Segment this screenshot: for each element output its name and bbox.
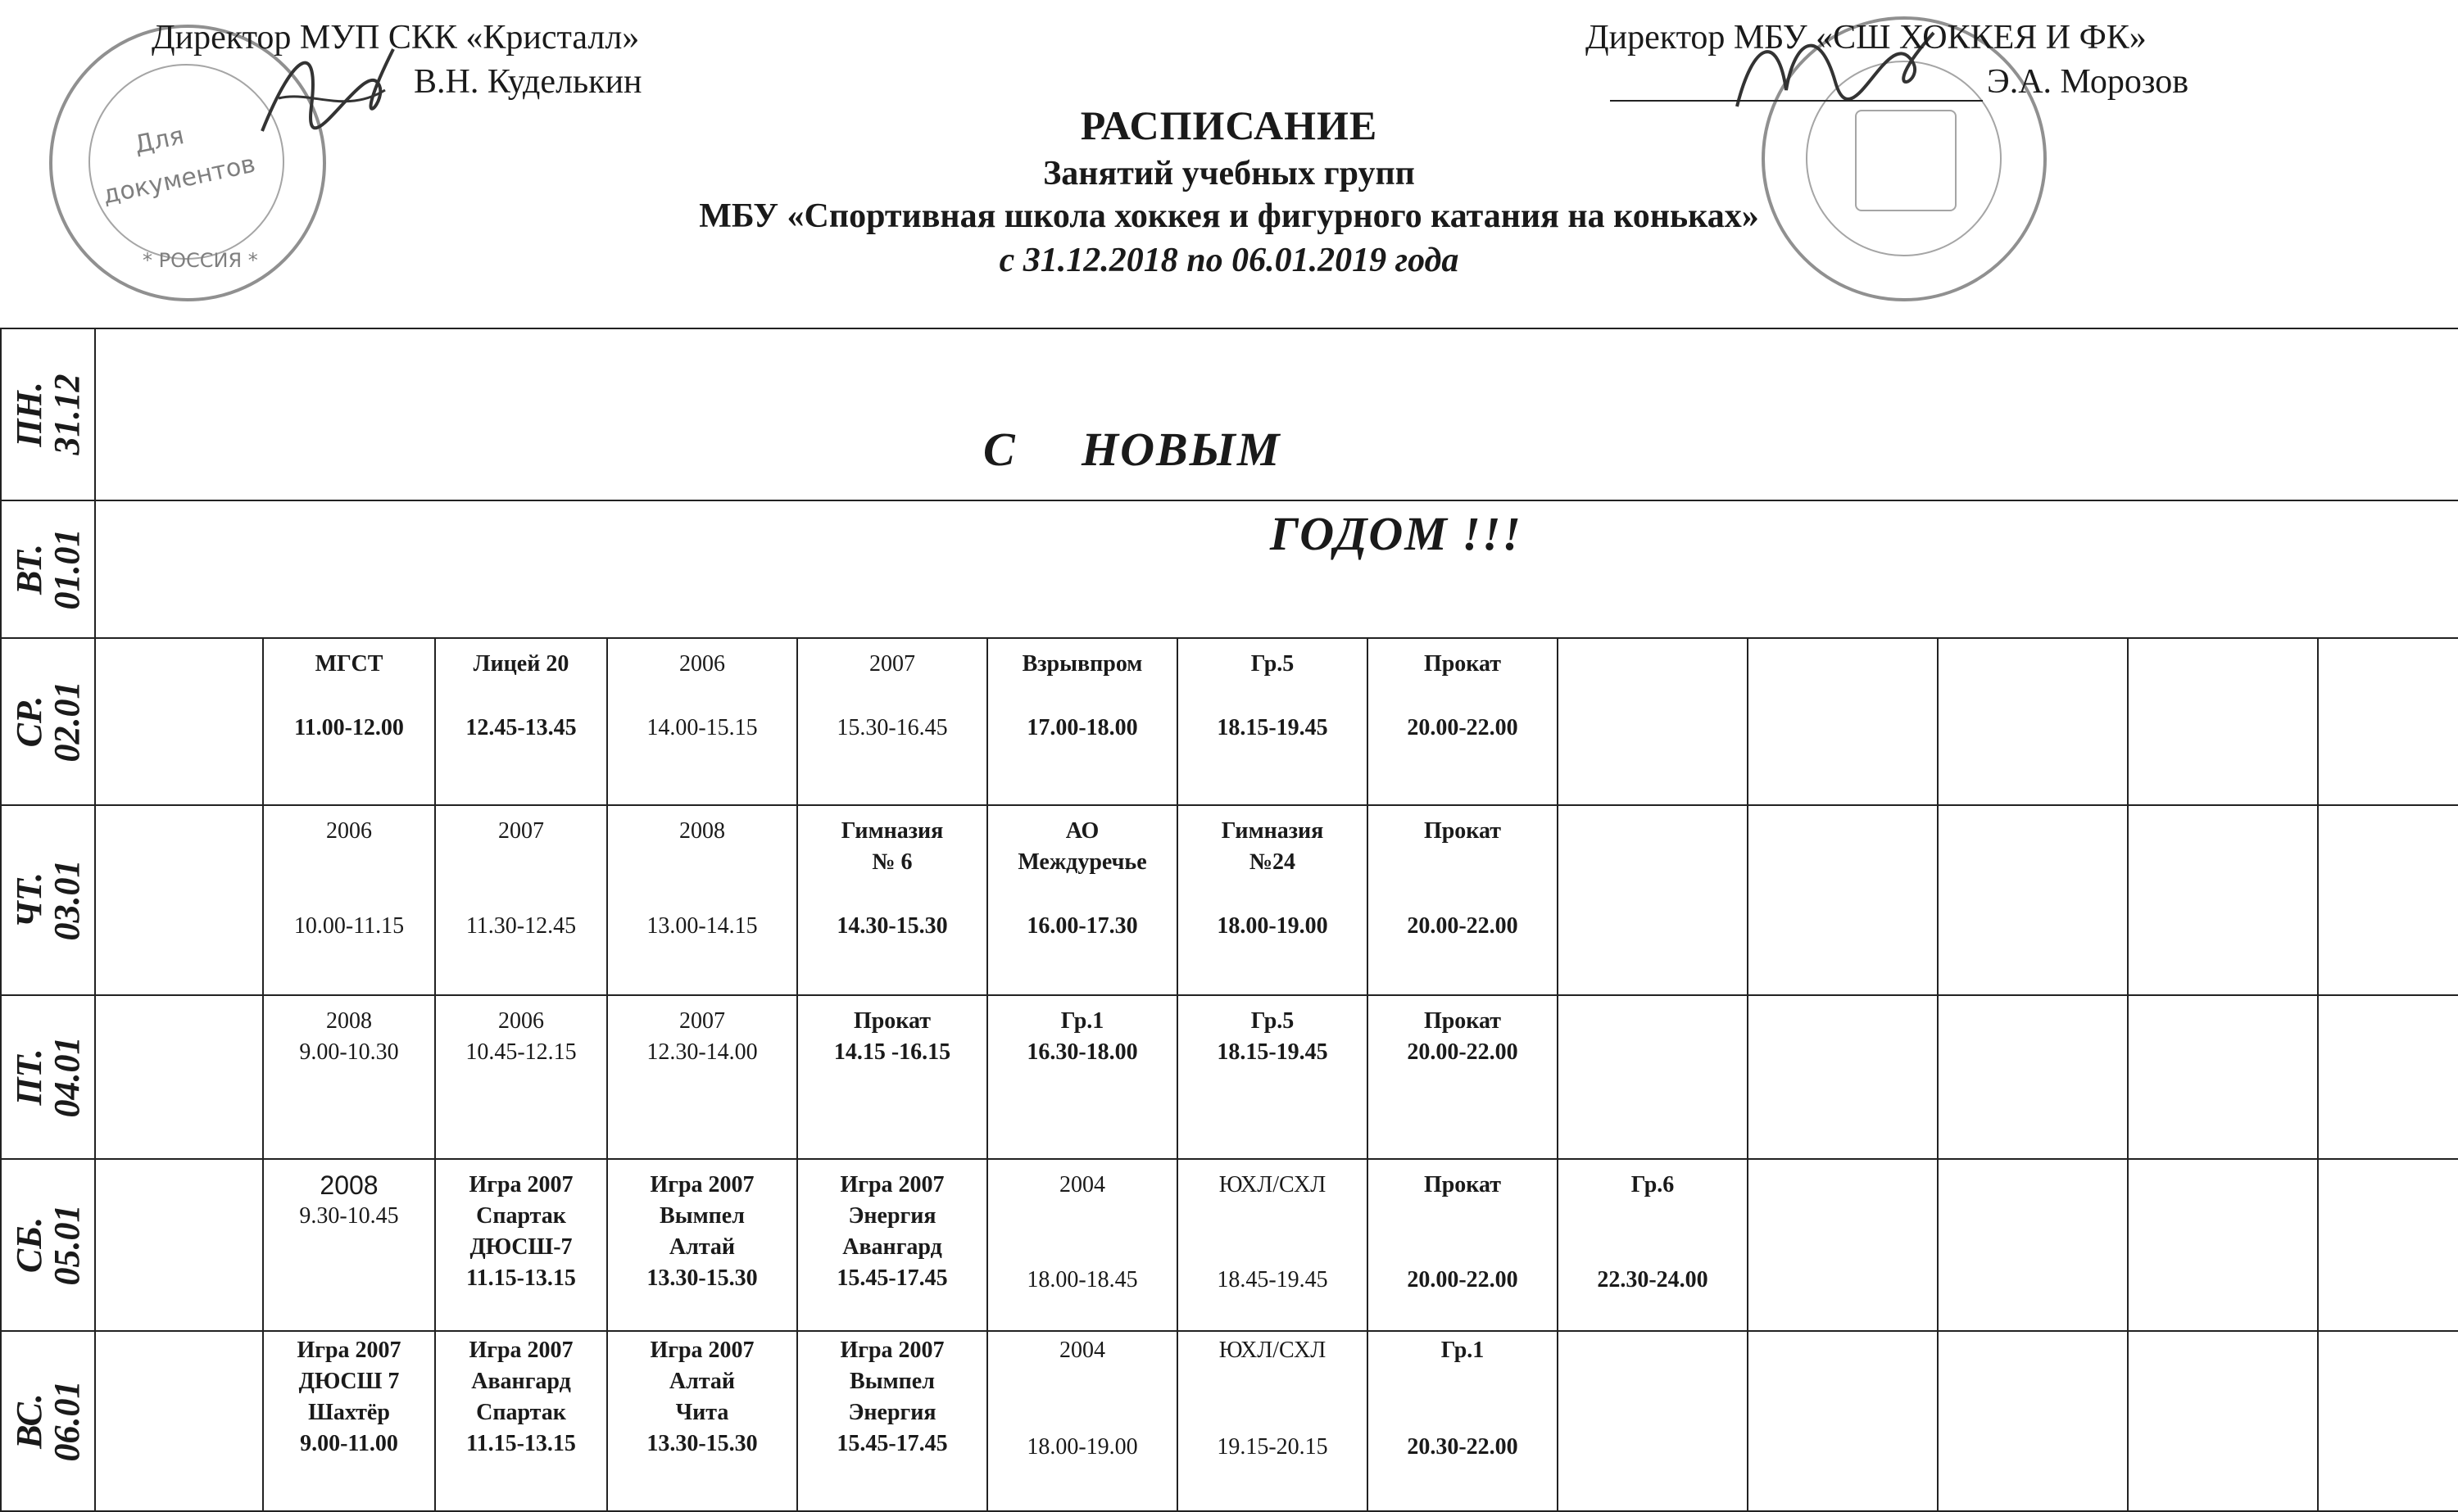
slot: Игра 2007 Авангард Спартак 11.15-13.15 <box>435 1331 607 1511</box>
slot: 2004 18.00-18.45 <box>987 1159 1177 1331</box>
row-thursday <box>1 805 2458 995</box>
left-stamp: Для документов * РОССИЯ * <box>49 25 326 301</box>
slot <box>1558 1331 1748 1511</box>
slot: МГСТ 11.00-12.00 <box>263 638 435 805</box>
slot: 2004 18.00-19.00 <box>987 1331 1177 1511</box>
slot: Игра 2007 Энергия Авангард 15.45-17.45 <box>797 1159 987 1331</box>
slot: 2008 9.30-10.45 <box>263 1159 435 1331</box>
date-range: с 31.12.2018 по 06.01.2019 года <box>999 242 1459 279</box>
slot <box>2128 1331 2318 1511</box>
slot: Игра 2007 Спартак ДЮСШ-7 11.15-13.15 <box>435 1159 607 1331</box>
slot: 2007 12.30-14.00 <box>607 995 797 1159</box>
school-name: МБУ «Спортивная школа хоккея и фигурного катания на коньках» <box>699 197 1759 235</box>
row-tuesday <box>1 500 2458 638</box>
slot: Гр.5 18.15-19.45 <box>1177 638 1367 805</box>
slot: ЮХЛ/СХЛ 19.15-20.15 <box>1177 1331 1367 1511</box>
slot <box>2318 1159 2458 1331</box>
slot: Игра 2007 ДЮСШ 7 Шахтёр 9.00-11.00 <box>263 1331 435 1511</box>
slot <box>2128 1159 2318 1331</box>
slot: Прокат 14.15 -16.15 <box>797 995 987 1159</box>
slot <box>1938 638 2128 805</box>
day-cell-thursday: ЧТ. 03.01 <box>1 805 95 995</box>
slot: 2006 10.00-11.15 <box>263 805 435 995</box>
slot <box>95 638 263 805</box>
slot <box>1748 638 1938 805</box>
slot: Игра 2007 Вымпел Энергия 15.45-17.45 <box>797 1331 987 1511</box>
slot <box>1938 805 2128 995</box>
slot <box>2318 805 2458 995</box>
row-saturday <box>1 1159 2458 1331</box>
day-cell-friday: ПТ. 04.01 <box>1 995 95 1159</box>
slot: Прокат 20.00-22.00 <box>1367 1159 1558 1331</box>
row-sunday <box>1 1331 2458 1511</box>
slot: 2008 13.00-14.15 <box>607 805 797 995</box>
slot <box>95 1331 263 1511</box>
slot <box>1938 1159 2128 1331</box>
slot: 2006 14.00-15.15 <box>607 638 797 805</box>
slot <box>1558 805 1748 995</box>
day-cell-sunday: ВС. 06.01 <box>1 1331 95 1511</box>
schedule-table <box>0 328 2458 1512</box>
slot: Прокат 20.00-22.00 <box>1367 805 1558 995</box>
slot <box>1748 805 1938 995</box>
slot: 2006 10.45-12.15 <box>435 995 607 1159</box>
slot: АО Междуречье 16.00-17.30 <box>987 805 1177 995</box>
document-subtitle: Занятий учебных групп <box>1043 155 1415 192</box>
slot: Прокат 20.00-22.00 <box>1367 995 1558 1159</box>
slot: Гр.1 16.30-18.00 <box>987 995 1177 1159</box>
slot <box>2128 638 2318 805</box>
slot <box>2128 805 2318 995</box>
document-title: РАСПИСАНИЕ <box>1080 102 1378 148</box>
slot: Гр.6 22.30-24.00 <box>1558 1159 1748 1331</box>
greeting-part2: НОВЫМ <box>1082 423 1281 476</box>
slot: ЮХЛ/СХЛ 18.45-19.45 <box>1177 1159 1367 1331</box>
row-friday <box>1 995 2458 1159</box>
day-cell-saturday: СБ. 05.01 <box>1 1159 95 1331</box>
left-director-name: В.Н. Куделькин <box>414 63 642 101</box>
slot: Прокат 20.00-22.00 <box>1367 638 1558 805</box>
row-wednesday <box>1 638 2458 805</box>
slot <box>1558 995 1748 1159</box>
slot <box>1748 995 1938 1159</box>
day-cell-tuesday: ВТ. 01.01 <box>1 500 95 638</box>
slot: Игра 2007 Алтай Чита 13.30-15.30 <box>607 1331 797 1511</box>
right-director-position: Директор МБУ «СШ ХОККЕЯ И ФК» <box>1585 19 2147 57</box>
left-director-position: Директор МУП СКК «Кристалл» <box>152 19 640 57</box>
slot: 2008 9.00-10.30 <box>263 995 435 1159</box>
slot: 2007 11.30-12.45 <box>435 805 607 995</box>
slot <box>95 995 263 1159</box>
slot <box>1748 1159 1938 1331</box>
slot <box>2318 1331 2458 1511</box>
slot <box>1938 995 2128 1159</box>
slot: Гр.1 20.30-22.00 <box>1367 1331 1558 1511</box>
slot <box>1748 1331 1938 1511</box>
greeting-part3: ГОДОМ !!! <box>1270 507 1522 560</box>
slot <box>95 1159 263 1331</box>
slot: Игра 2007 Вымпел Алтай 13.30-15.30 <box>607 1159 797 1331</box>
slot: Гимназия №24 18.00-19.00 <box>1177 805 1367 995</box>
slot <box>1938 1331 2128 1511</box>
slot <box>2318 995 2458 1159</box>
greeting-part1: С <box>983 423 1017 476</box>
slot: Лицей 20 12.45-13.45 <box>435 638 607 805</box>
slot: 2007 15.30-16.45 <box>797 638 987 805</box>
right-director-name: Э.А. Морозов <box>1987 63 2189 101</box>
slot <box>2128 995 2318 1159</box>
slot <box>1558 638 1748 805</box>
slot <box>95 805 263 995</box>
slot: Взрывпром 17.00-18.00 <box>987 638 1177 805</box>
day-cell-monday: ПН. 31.12 <box>1 328 95 500</box>
slot: Гимназия № 6 14.30-15.30 <box>797 805 987 995</box>
slot <box>2318 638 2458 805</box>
day-cell-wednesday: СР. 02.01 <box>1 638 95 805</box>
slot: Гр.5 18.15-19.45 <box>1177 995 1367 1159</box>
